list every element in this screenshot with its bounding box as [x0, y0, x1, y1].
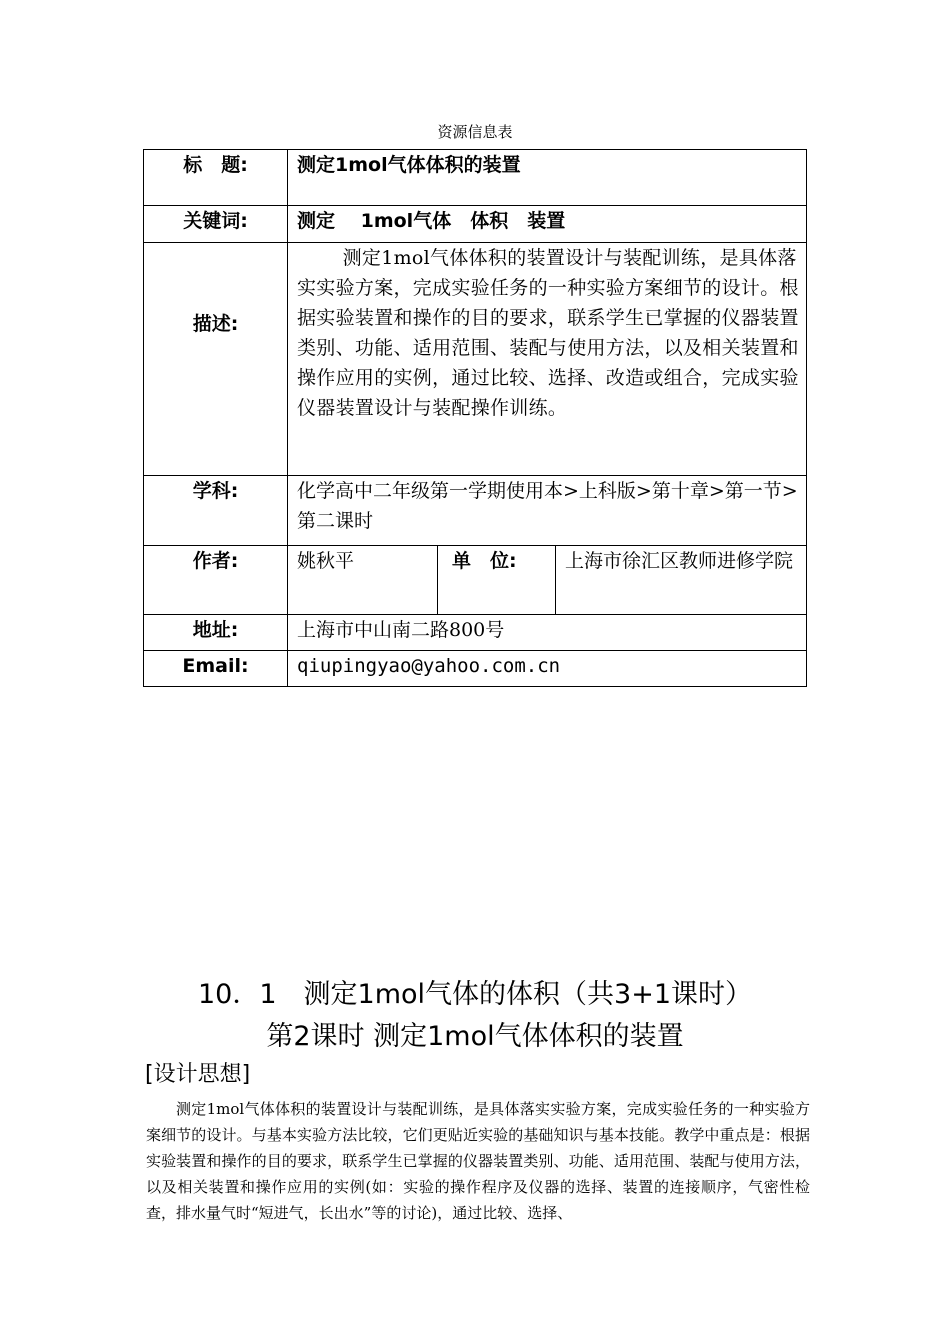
title-value: 测定1mol气体体积的装置: [288, 150, 807, 206]
section-title: [设计思想]: [145, 1062, 251, 1087]
table-row: [144, 150, 807, 206]
chapter-heading: 10．1 测定1mol气体的体积（共3+1课时）: [197, 979, 752, 1010]
table-row: [144, 206, 807, 243]
address-value: 上海市中山南二路800号: [288, 615, 807, 651]
address-label: 地址:: [144, 615, 288, 651]
description-label: 描述:: [144, 243, 288, 476]
keywords-label: 关键词:: [144, 206, 288, 243]
author-label: 作者:: [144, 546, 288, 615]
table-row: [144, 476, 807, 546]
author-value: 姚秋平: [288, 546, 438, 615]
description-value: 测定1mol气体体积的装置设计与装配训练，是具体落实实验方案，完成实验任务的一种实验方案细节的设计。根据实验装置和操作的目的要求，联系学生已掌握的仪器装置类别、功能、适用范围、装配与使用方法，以及相关装置和操作应用的实例，通过比较、选择、改造或组合，完成实验仪器装置设计与装配操作训练。: [288, 243, 807, 476]
email-label: Email:: [144, 651, 288, 687]
lesson-heading: 第2课时 测定1mol气体体积的装置: [266, 1021, 684, 1052]
table-row: [144, 615, 807, 651]
table-caption: 资源信息表: [437, 123, 513, 141]
title-label: 标 题:: [144, 150, 288, 206]
table-row: [144, 546, 807, 615]
table-row: [144, 243, 807, 476]
keywords-value: 测定 1mol气体 体积 装置: [288, 206, 807, 243]
unit-label: 单 位:: [438, 546, 556, 615]
email-value: qiupingyao@yahoo.com.cn: [288, 651, 807, 687]
subject-value: 化学高中二年级第一学期使用本>上科版>第十章>第一节>第二课时: [288, 476, 807, 546]
resource-info-table: [143, 149, 807, 687]
unit-value: 上海市徐汇区教师进修学院: [556, 546, 807, 615]
table-row: [144, 651, 807, 687]
body-paragraph: 测定1mol气体体积的装置设计与装配训练，是具体落实实验方案，完成实验任务的一种实验方案细节的设计。与基本实验方法比较，它们更贴近实验的基础知识与基本技能。教学中重点是：根据实验装置和操作的目的要求，联系学生已掌握的仪器装置类别、功能、适用范围、装配与使用方法，以及相关装置和操作应用的实例(如：实验的操作程序及仪器的选择、装置的连接顺序，气密性检查，排水量气时“短进气，长出水”等的讨论)，通过比较、选择、: [146, 1100, 810, 1222]
subject-label: 学科:: [144, 476, 288, 546]
